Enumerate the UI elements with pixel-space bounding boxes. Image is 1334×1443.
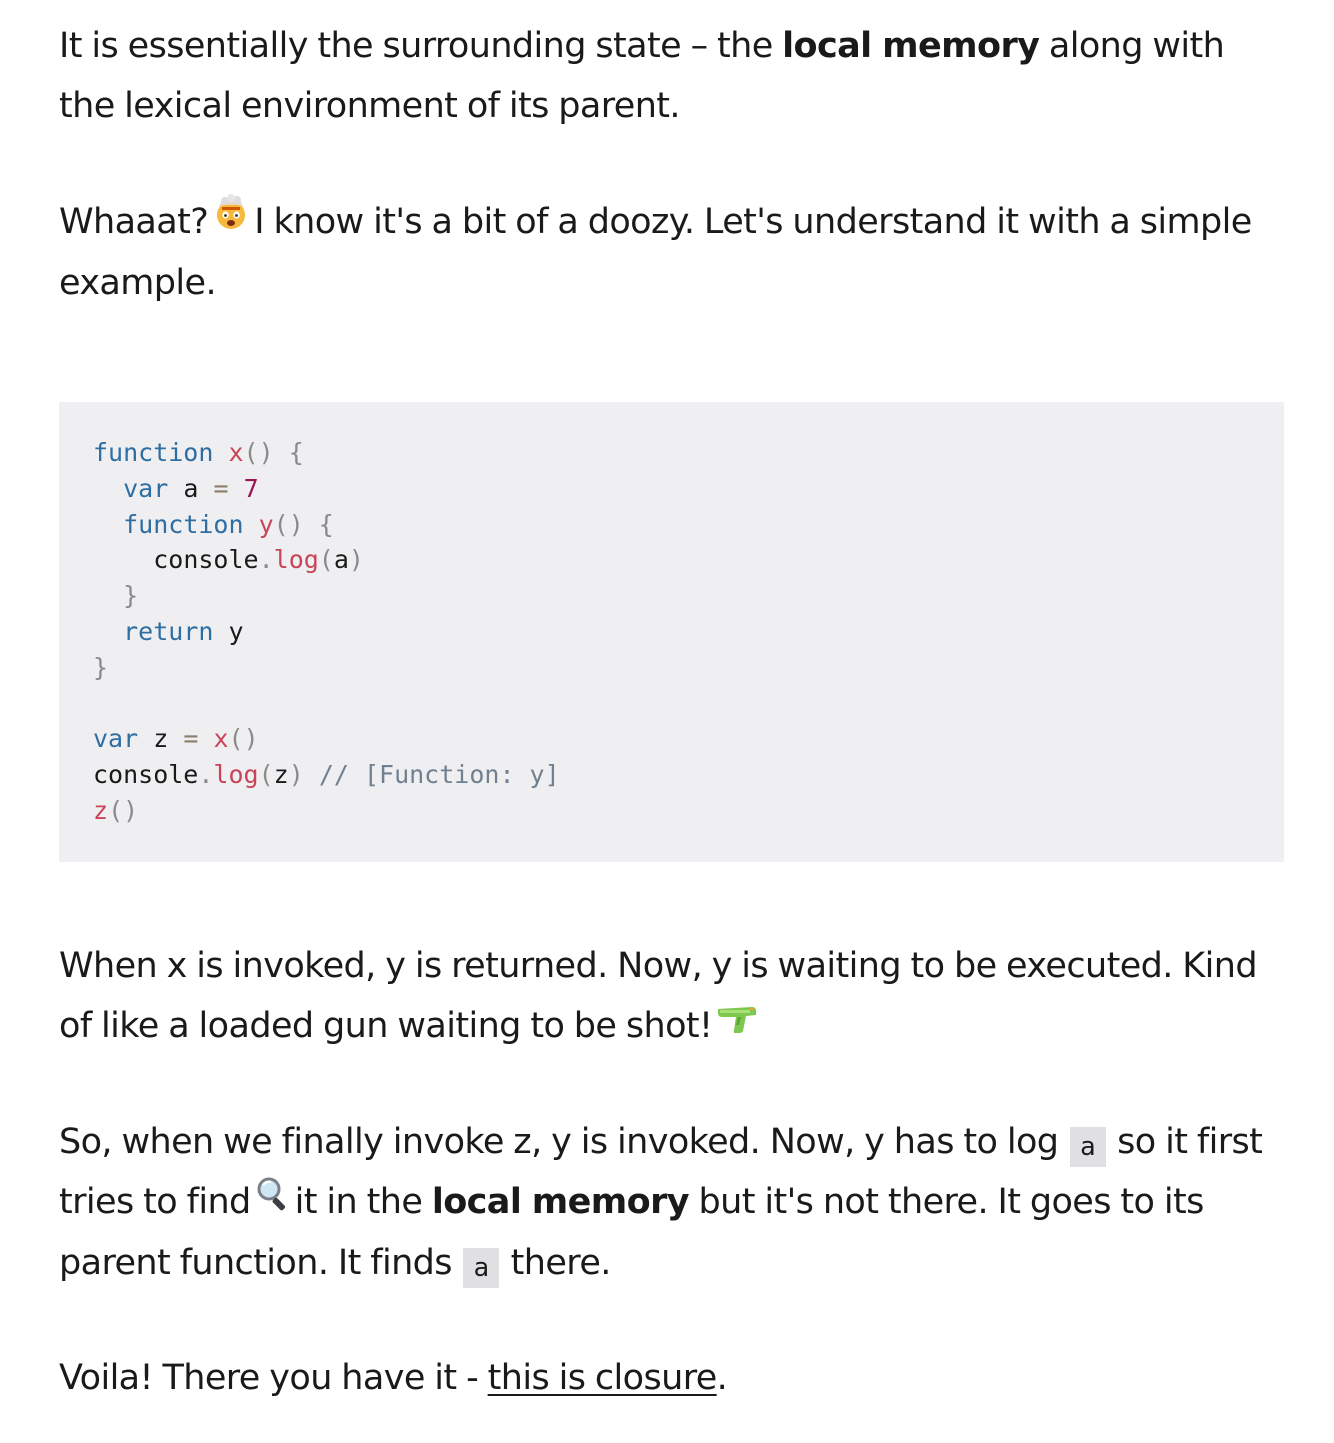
- code-identifier: z: [153, 724, 169, 754]
- code-identifier: console: [93, 760, 199, 790]
- paragraph-text: Whaaat?: [59, 202, 209, 242]
- code-punctuation: (: [258, 760, 274, 790]
- paragraph-text: there.: [510, 1243, 611, 1283]
- code-keyword: var: [93, 724, 139, 754]
- paragraph-text: It is essentially the surrounding state – the: [59, 26, 783, 66]
- paragraph-scope-lookup: [59, 1112, 1285, 1293]
- exploding-head-icon: [212, 190, 250, 250]
- code-line: [93, 614, 1250, 650]
- code-keyword: return: [123, 616, 214, 646]
- code-comment: // [Function: y]: [318, 760, 560, 790]
- code-line: [93, 542, 1250, 578]
- bold-local-memory: local memory: [431, 1182, 690, 1222]
- paragraph-whaaat: [59, 192, 1285, 313]
- code-punctuation: ): [288, 760, 304, 790]
- code-keyword: var: [123, 473, 169, 503]
- paragraph-text: Voila! There you have it -: [59, 1358, 488, 1398]
- code-line: [93, 721, 1250, 757]
- paragraph-text: but it's not there. It goes to its parent function. It finds: [59, 1182, 1204, 1283]
- bold-local-memory: local memory: [782, 26, 1040, 66]
- inline-code-a: a: [1070, 1127, 1106, 1167]
- code-function-name: x: [228, 438, 244, 467]
- code-identifier: console: [153, 545, 259, 575]
- paragraph-text: along with the lexical environment of its parent.: [59, 26, 1225, 126]
- code-function-name: x: [213, 724, 229, 754]
- code-number: 7: [243, 473, 259, 503]
- inline-code-a: a: [463, 1248, 499, 1288]
- closure-link[interactable]: this is closure: [487, 1358, 717, 1398]
- code-line-empty: [93, 686, 1250, 722]
- code-function-name: log: [273, 545, 319, 575]
- code-identifier: a: [333, 545, 349, 575]
- code-line: [93, 578, 1250, 614]
- paragraph-conclusion: [59, 1348, 1285, 1408]
- paragraph-text: I know it's a bit of a doozy. Let's understand it with a simple example.: [59, 202, 1252, 303]
- code-identifier: a: [183, 473, 199, 503]
- water-pistol-icon: [716, 994, 758, 1054]
- paragraph-text: so it first tries to find: [59, 1122, 1263, 1222]
- code-punctuation: () {: [243, 438, 304, 467]
- code-block: [59, 402, 1284, 862]
- code-function-name: y: [258, 509, 274, 539]
- paragraph-closure-definition: [59, 16, 1285, 136]
- code-keyword: function: [123, 509, 244, 539]
- code-line: [93, 435, 1250, 471]
- code-line: [93, 471, 1250, 507]
- paragraph-invocation: [59, 936, 1285, 1057]
- code-punctuation: }: [123, 581, 139, 611]
- code-operator: =: [213, 473, 229, 503]
- code-punctuation: (): [108, 795, 139, 825]
- paragraph-text: When x is invoked, y is returned. Now, y is waiting to be executed. Kind of like a loaded gun waiting to be shot!: [59, 946, 1257, 1046]
- code-keyword: function: [93, 438, 214, 467]
- code-identifier: z: [273, 760, 289, 790]
- code-punctuation: }: [93, 652, 109, 682]
- code-line: [93, 757, 1250, 793]
- code-punctuation: () {: [273, 509, 334, 539]
- code-punctuation: .: [258, 545, 274, 575]
- magnifying-glass-icon: [255, 1170, 291, 1230]
- code-identifier: y: [228, 616, 244, 646]
- code-punctuation: ): [348, 545, 364, 575]
- code-line: [93, 793, 1250, 829]
- code-function-name: log: [213, 760, 259, 790]
- code-punctuation: (): [228, 724, 259, 754]
- paragraph-text: it in the: [294, 1182, 432, 1222]
- code-operator: =: [183, 724, 199, 754]
- code-punctuation: (: [318, 545, 334, 575]
- code-function-name: z: [93, 795, 109, 825]
- paragraph-text: So, when we finally invoke z, y is invoked. Now, y has to log: [59, 1122, 1059, 1162]
- code-punctuation: .: [198, 760, 214, 790]
- code-line: [93, 507, 1250, 543]
- code-line: [93, 650, 1250, 686]
- paragraph-text: .: [716, 1358, 728, 1398]
